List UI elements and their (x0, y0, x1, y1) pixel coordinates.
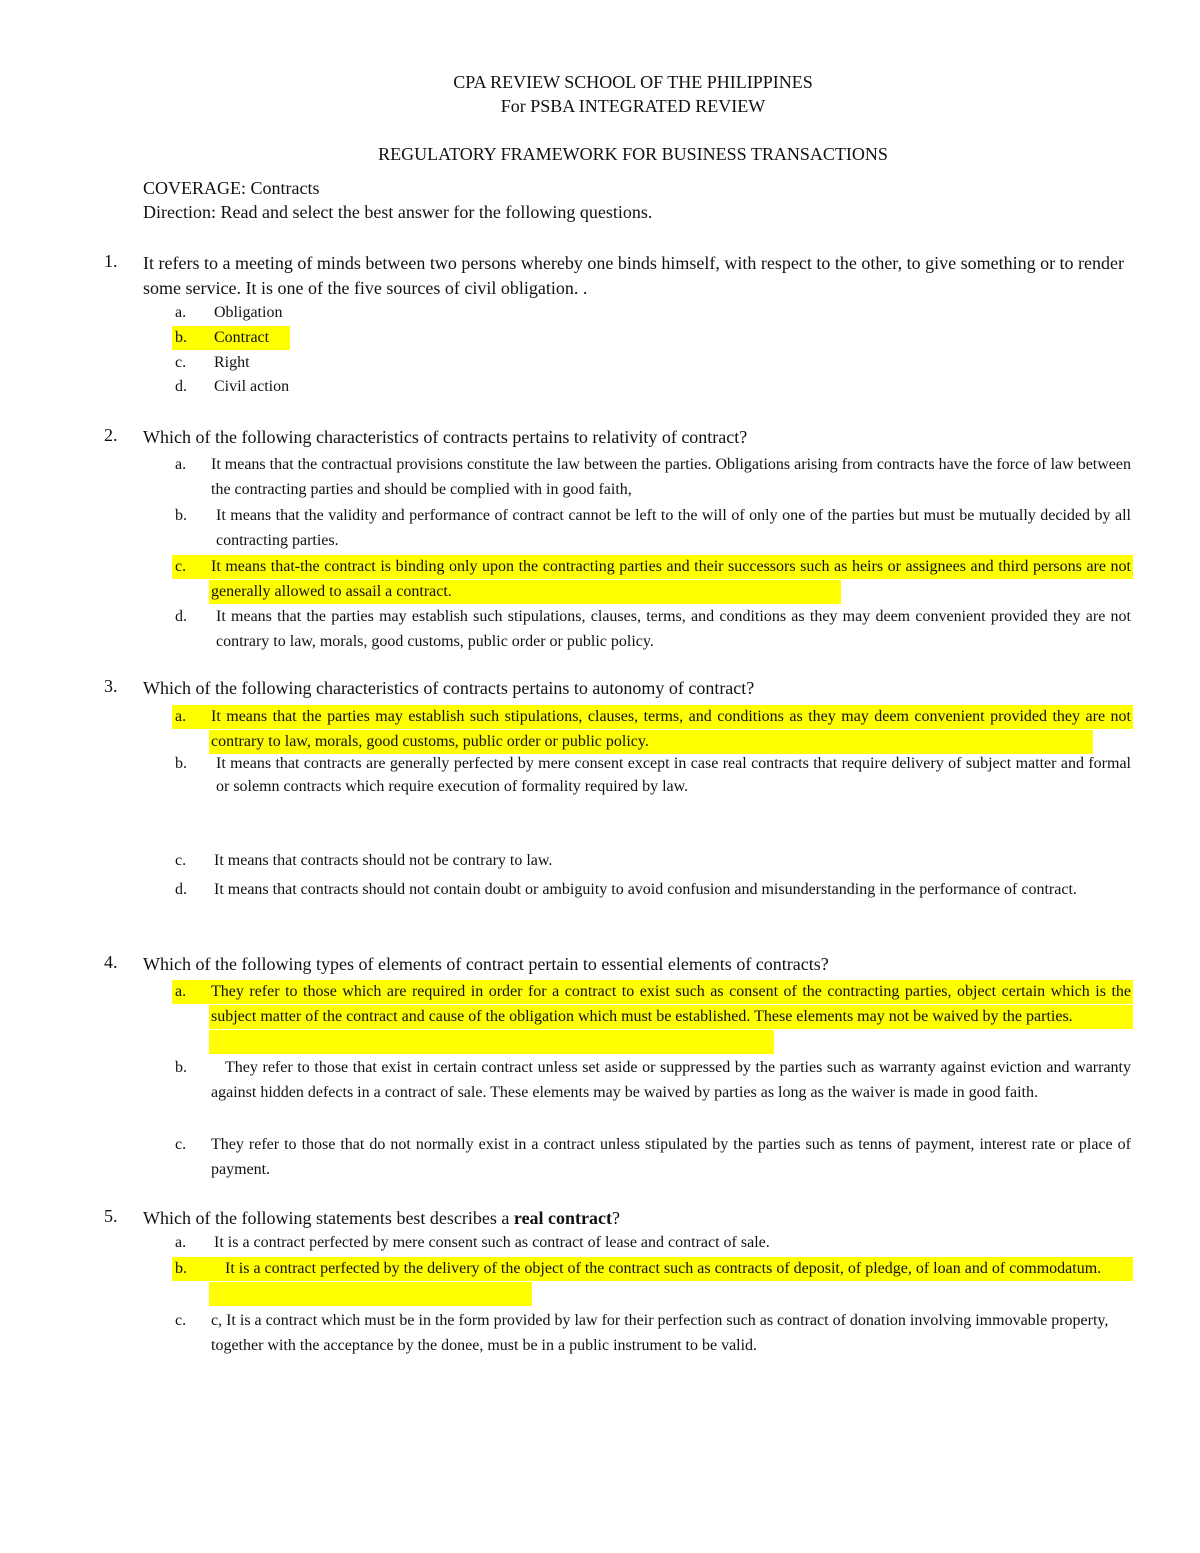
option-text: It means that contracts should not contain doubt or ambiguity to avoid confusion and misunderstanding in the performance of contract. (214, 881, 1077, 898)
option-letter: a. (175, 1234, 187, 1251)
question-text (143, 1206, 1133, 1231)
question-text-start: Which of the following statements best describes a (143, 1208, 514, 1228)
question-text-end: ? (612, 1208, 621, 1228)
question-text-bold: real contract (513, 1208, 613, 1228)
option-letter: c. (175, 1312, 187, 1329)
school-name: CPA REVIEW SCHOOL OF THE PHILIPPINES (453, 72, 813, 92)
answer-highlight (209, 1030, 774, 1054)
option-letter: b. (175, 755, 187, 772)
option-text: Right (214, 354, 250, 371)
coverage-line: COVERAGE: Contracts (143, 178, 320, 198)
subject-title: REGULATORY FRAMEWORK FOR BUSINESS TRANSACTIONS (378, 144, 888, 164)
question-number: 2. (104, 425, 118, 445)
option-text: It means that the parties may establish such stipulations, clauses, terms, and conditions as they may deem convenient provided they are not contrary to law, morals, good customs, public order or public policy. (216, 608, 1131, 650)
option-letter: d. (175, 608, 187, 625)
option-letter: b. (175, 329, 187, 346)
option-text: They refer to those which are required in order for a contract to exist such as consent of the contracting parties, object certain which is the subject matter of the contract and cause of the obligation which must be established. These elements may not be waived by the parties. (211, 983, 1131, 1025)
option-letter: d. (175, 378, 187, 395)
option-letter: a. (175, 456, 187, 473)
program-name: For PSBA INTEGRATED REVIEW (500, 96, 766, 116)
question-number: 1. (104, 251, 118, 271)
answer-highlight (209, 1282, 532, 1306)
question-number: 3. (104, 676, 118, 696)
option-letter: b. (175, 1059, 187, 1076)
option-letter: c. (175, 558, 187, 575)
option-text: It means that the validity and performance of contract cannot be left to the will of only one of the parties but must be mutually decided by all contracting parties. (216, 507, 1131, 549)
option-text: They refer to those that do not normally exist in a contract unless stipulated by the parties such as tenns of payment, interest rate or place of payment. (211, 1136, 1131, 1178)
option-text: It means that the contractual provisions constitute the law between the parties. Obligations arising from contracts have the force of law between the contracting parties and should be complied with in good faith, (211, 456, 1131, 498)
option-text: It means that-the contract is binding only upon the contracting parties and their successors such as heirs or assignees and third persons are not generally allowed to assail a contract. (211, 558, 1131, 600)
option-text: It is a contract perfected by the delivery of the object of the contract such as contracts of deposit, of pledge, of loan and of commodatum. (225, 1260, 1102, 1277)
option-letter: c. (175, 852, 187, 869)
question-number: 4. (104, 952, 118, 972)
option-text: It means that contracts are generally perfected by mere consent except in case real contracts that require delivery of subject matter and formal or solemn contracts which require execution of formality required by law. (216, 755, 1131, 795)
option-text: It is a contract perfected by mere consent such as contract of lease and contract of sale. (214, 1234, 770, 1251)
option-text: c, It is a contract which must be in the form provided by law for their perfection such as contract of donation involving immovable property, together with the acceptance by the donee, must be in a public instrument to be valid. (211, 1312, 1109, 1354)
question-text: It refers to a meeting of minds between two persons whereby one binds himself, with respect to the other, to give something or to render some service. It is one of the five sources of civil obligation. . (143, 253, 1125, 298)
option-letter: c. (175, 1136, 187, 1153)
option-text: Civil action (214, 378, 290, 395)
option-letter: a. (175, 304, 187, 321)
question-text: Which of the following types of elements of contract pertain to essential elements of contracts? (143, 954, 829, 974)
question-number: 5. (104, 1206, 118, 1226)
option-text: Contract (214, 329, 270, 346)
option-letter: d. (175, 881, 187, 898)
option-letter: b. (175, 507, 187, 524)
direction-line: Direction: Read and select the best answer for the following questions. (143, 202, 653, 222)
option-text: They refer to those that exist in certain contract unless set aside or suppressed by the parties such as warranty against eviction and warranty against hidden defects in a contract of sale. These elements may be waived by parties as long as the waiver is made in good faith. (211, 1059, 1131, 1101)
option-letter: a. (175, 983, 187, 1000)
option-letter: a. (175, 708, 187, 725)
option-letter: b. (175, 1260, 187, 1277)
option-letter: c. (175, 354, 187, 371)
question-text: Which of the following characteristics of contracts pertains to autonomy of contract? (143, 678, 755, 698)
option-text: It means that contracts should not be contrary to law. (214, 852, 553, 869)
question-text: Which of the following characteristics of contracts pertains to relativity of contract? (143, 427, 748, 447)
option-text: It means that the parties may establish such stipulations, clauses, terms, and conditions as they may deem convenient provided they are not contrary to law, morals, good customs, public order or public policy. (211, 708, 1131, 750)
option-text: Obligation (214, 304, 283, 321)
